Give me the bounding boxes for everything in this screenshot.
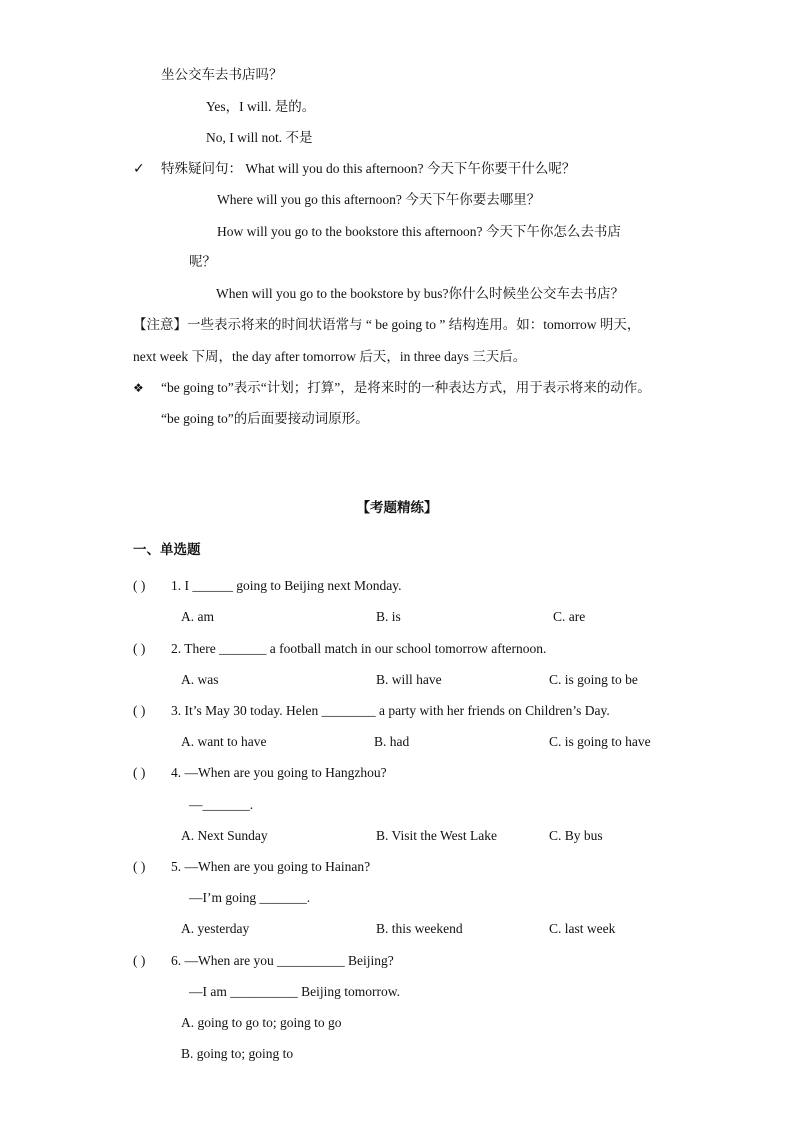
option-b: B. is [376, 609, 401, 624]
question-stem: 4. —When are you going to Hangzhou? [171, 765, 387, 780]
option-b: B. this weekend [376, 921, 463, 936]
option-b: B. will have [376, 672, 442, 687]
note-line: next week 下周，the day after tomorrow 后天，in three days 三天后。 [133, 349, 527, 364]
text-line: How will you go to the bookstore this afternoon? 今天下午你怎么去书店 [217, 224, 621, 239]
option-c: C. is going to be [549, 672, 638, 687]
question-stem: 3. It’s May 30 today. Helen ________ a party with her friends on Children’s Day. [171, 703, 610, 718]
check-mark-icon: ✓ [133, 161, 145, 177]
option-c: C. are [553, 609, 586, 624]
option-a: A. Next Sunday [181, 828, 268, 843]
text-line: “be going to”的后面要接动词原形。 [161, 411, 369, 426]
option-c: C. By bus [549, 828, 603, 843]
section-title: 【考题精练】 [356, 500, 438, 516]
question-stem: 1. I ______ going to Beijing next Monday. [171, 578, 402, 593]
option-c: C. last week [549, 921, 616, 936]
question-stem: 5. —When are you going to Hainan? [171, 859, 371, 874]
answer-blank: ( ) [133, 953, 146, 968]
option-a: A. going to go to; going to go [181, 1015, 342, 1030]
option-b: B. Visit the West Lake [376, 828, 497, 843]
answer-blank: ( ) [133, 859, 146, 874]
text-line: No, I will not. 不是 [206, 130, 313, 145]
option-b: B. going to; going to [181, 1046, 294, 1061]
text-line: 特殊疑问句： What will you do this afternoon? 今天下午你要干什么呢？ [161, 161, 576, 176]
text-line: Yes，I will. 是的。 [206, 99, 316, 114]
text-line: When will you go to the bookstore by bus?你什么时候坐公交车去书店？ [216, 286, 624, 301]
text-line: Where will you go this afternoon? 今天下午你要去哪里？ [217, 192, 541, 207]
text-line: 坐公交车去书店吗？ [161, 67, 283, 82]
answer-blank: ( ) [133, 578, 146, 593]
answer-line: —_______. [189, 797, 254, 812]
answer-line: —I am __________ Beijing tomorrow. [189, 984, 400, 999]
option-a: A. am [181, 609, 214, 624]
text-line: “be going to”表示“计划；打算”，是将来时的一种表达方式，用于表示将来的动作。 [161, 380, 651, 395]
answer-blank: ( ) [133, 765, 146, 780]
option-a: A. was [181, 672, 219, 687]
section-heading: 一、单选题 [133, 542, 201, 558]
question-stem: 6. —When are you __________ Beijing? [171, 953, 394, 968]
note-line: 【注意】一些表示将来的时间状语常与 “ be going to ” 结构连用。如：tomorrow 明天， [133, 317, 641, 332]
answer-blank: ( ) [133, 641, 146, 656]
answer-blank: ( ) [133, 703, 146, 718]
answer-line: —I’m going _______. [189, 890, 311, 905]
option-a: A. want to have [181, 734, 267, 749]
text-line: 呢？ [189, 254, 216, 269]
diamond-bullet-icon: ❖ [133, 381, 144, 395]
option-c: C. is going to have [549, 734, 651, 749]
option-b: B. had [374, 734, 410, 749]
question-stem: 2. There _______ a football match in our school tomorrow afternoon. [171, 641, 547, 656]
option-a: A. yesterday [181, 921, 250, 936]
